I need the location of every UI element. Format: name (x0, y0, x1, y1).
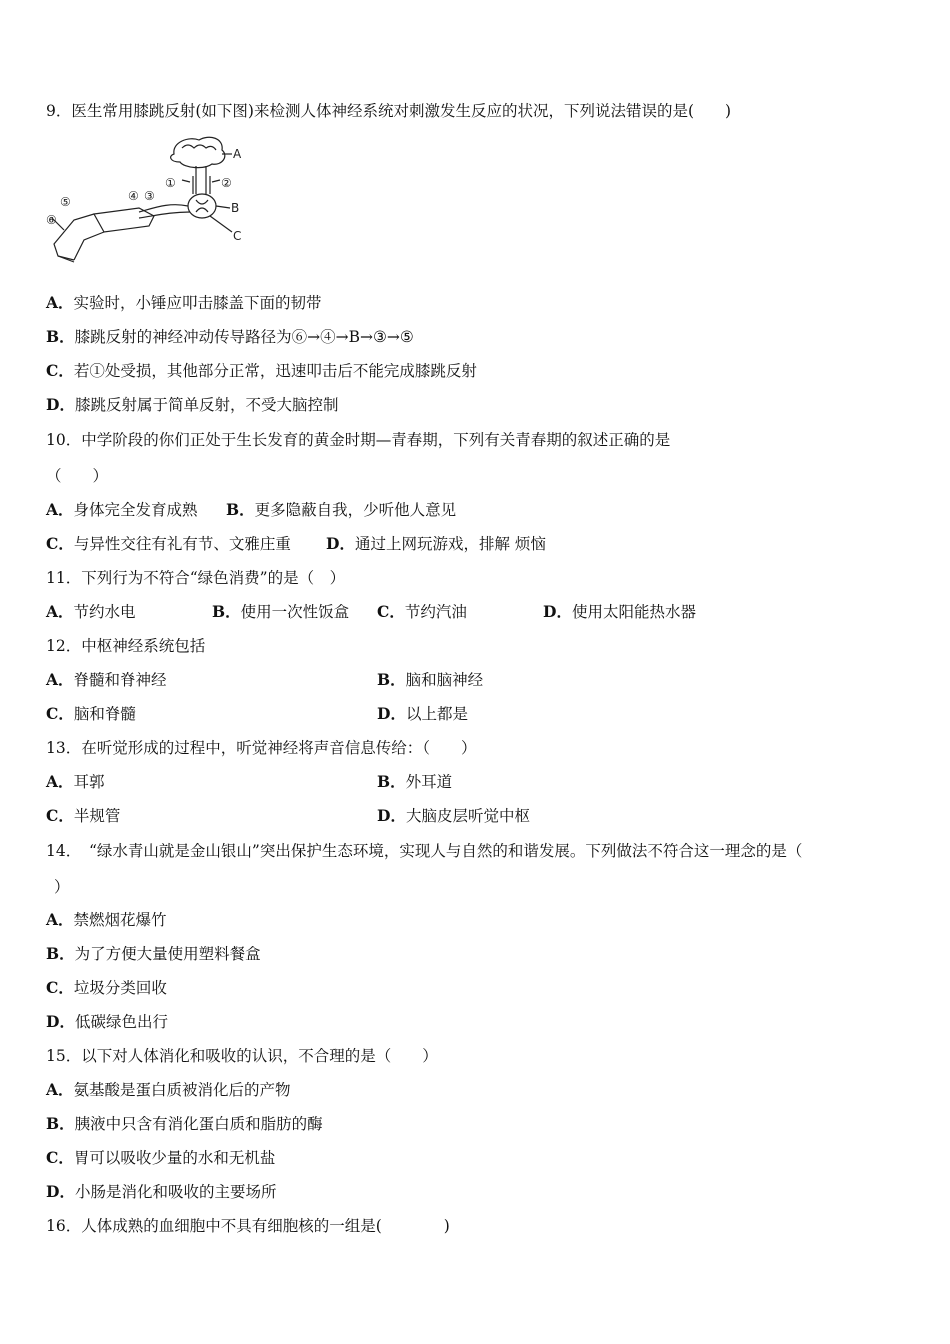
question-10-stem-cont: （ ） (46, 467, 109, 485)
question-13-stem: 13．在听觉形成的过程中，听觉神经将声音信息传给：（ ） (46, 739, 477, 757)
q9-option-b: B．膝跳反射的神经冲动传导路径为⑥→④→B→③→⑤ (46, 327, 414, 346)
knee-jerk-reflex-diagram (44, 132, 244, 270)
question-12-stem: 12．中枢神经系统包括 (46, 637, 206, 655)
q10-option-b: B．更多隐蔽自我，少听他人意见 (226, 500, 457, 519)
q12-option-b: B．脑和脑神经 (377, 670, 484, 689)
q11-option-a: A．节约水电 (46, 602, 136, 621)
question-9-stem: 9．医生常用膝跳反射(如下图)来检测人体神经系统对刺激发生反应的状况，下列说法错误的是( ) (46, 102, 732, 120)
q10-option-a: A．身体完全发育成熟 (46, 500, 198, 519)
q9-option-a: A．实验时，小锤应叩击膝盖下面的韧带 (46, 293, 322, 312)
q11-option-b: B．使用一次性饭盒 (212, 602, 350, 621)
q9-option-c: C．若①处受损，其他部分正常，迅速叩击后不能完成膝跳反射 (46, 361, 477, 380)
q15-option-c: C．胃可以吸收少量的水和无机盐 (46, 1148, 276, 1167)
question-10-stem: 10．中学阶段的你们正处于生长发育的黄金时期—青春期，下列有关青春期的叙述正确的是 (46, 431, 671, 449)
question-14-stem-cont: ） (54, 878, 70, 896)
figure-label-b: B (231, 201, 240, 215)
q15-option-d: D．小肠是消化和吸收的主要场所 (46, 1182, 277, 1201)
question-15-stem: 15．以下对人体消化和吸收的认识，不合理的是（ ） (46, 1047, 438, 1065)
q14-option-d: D．低碳绿色出行 (46, 1012, 168, 1031)
q10-option-c: C．与异性交往有礼有节、文雅庄重 (46, 534, 291, 553)
q13-option-a: A．耳郭 (46, 772, 105, 791)
q9-option-d: D．膝跳反射属于简单反射，不受大脑控制 (46, 395, 339, 414)
q13-option-d: D．大脑皮层听觉中枢 (377, 806, 530, 825)
figure-label-2: ② (221, 176, 232, 190)
q14-option-a: A．禁燃烟花爆竹 (46, 910, 167, 929)
q15-option-b: B．胰液中只含有消化蛋白质和脂肪的酶 (46, 1114, 323, 1133)
q13-option-b: B．外耳道 (377, 772, 453, 791)
figure-label-c: C (233, 229, 242, 243)
q10-option-d: D．通过上网玩游戏，排解 烦恼 (326, 534, 546, 553)
question-11-stem: 11．下列行为不符合“绿色消费”的是（ ） (46, 569, 346, 587)
figure-label-1: ① (165, 176, 176, 190)
q14-option-c: C．垃圾分类回收 (46, 978, 167, 997)
figure-label-5: ⑤ (60, 195, 71, 209)
q15-option-a: A．氨基酸是蛋白质被消化后的产物 (46, 1080, 291, 1099)
q12-option-d: D．以上都是 (377, 704, 468, 723)
q13-option-c: C．半规管 (46, 806, 121, 825)
figure-label-3: ③ (144, 189, 155, 203)
q12-option-c: C．脑和脊髓 (46, 704, 136, 723)
figure-label-4: ④ (128, 189, 139, 203)
q12-option-a: A．脊髓和脊神经 (46, 670, 167, 689)
q11-option-c: C．节约汽油 (377, 602, 467, 621)
q14-option-b: B．为了方便大量使用塑料餐盒 (46, 944, 261, 963)
figure-label-6: ⑥ (46, 213, 57, 227)
question-14-stem: 14． “绿水青山就是金山银山”突出保护生态环境，实现人与自然的和谐发展。下列做法不符合这一理念的是（ (46, 842, 803, 860)
q11-option-d: D．使用太阳能热水器 (543, 602, 696, 621)
figure-label-a: A (233, 147, 242, 161)
question-16-stem: 16．人体成熟的血细胞中不具有细胞核的一组是( ) (46, 1217, 450, 1235)
